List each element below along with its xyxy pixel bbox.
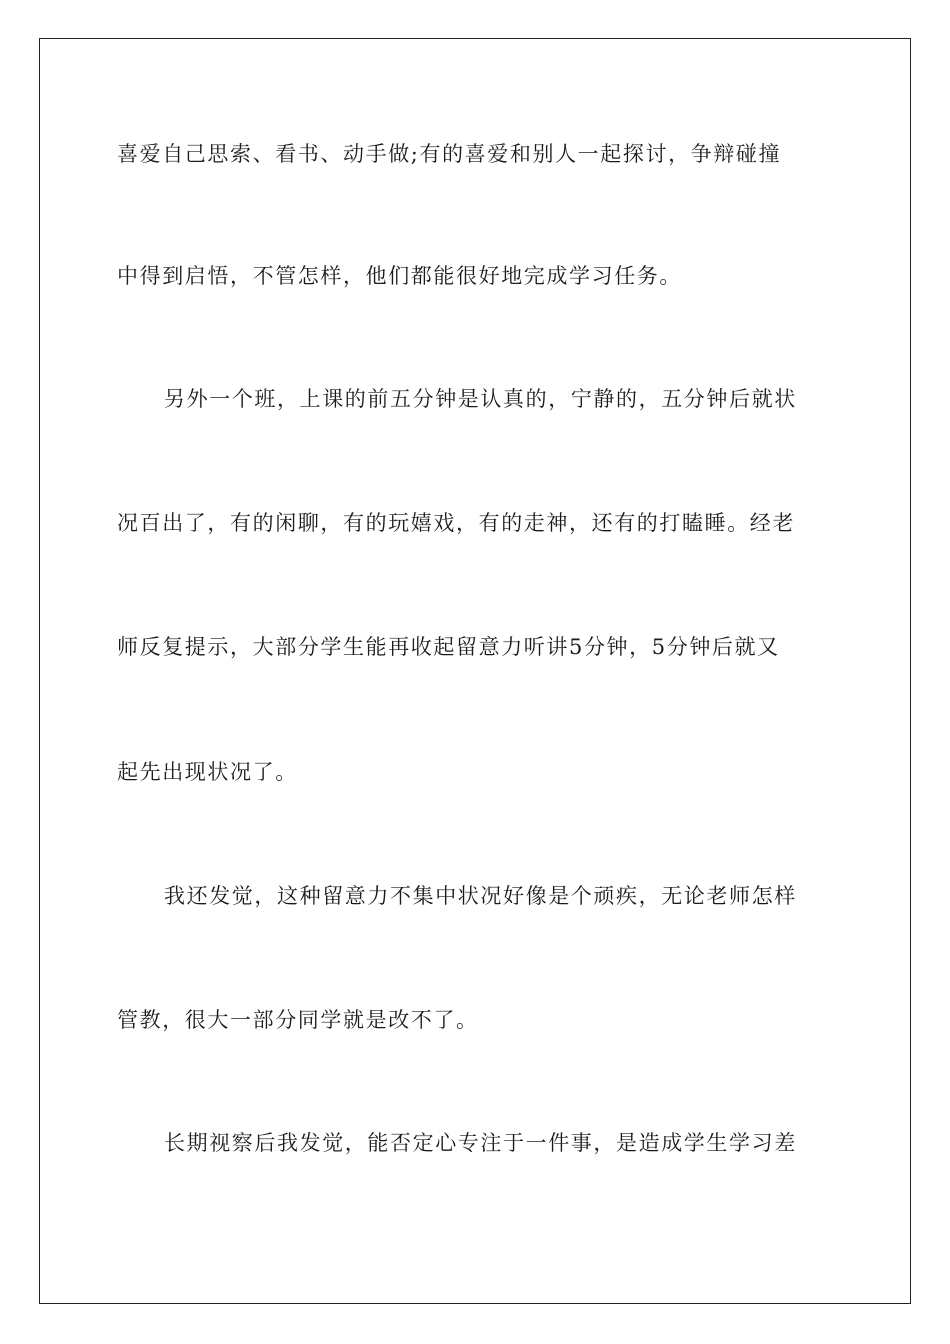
text-line: 长期视察后我发觉，能否定心专注于一件事，是造成学生学习差 [164, 1131, 797, 1155]
text-line: 师反复提示，大部分学生能再收起留意力听讲5分钟，5分钟后就又 [117, 635, 780, 659]
text-line: 我还发觉，这种留意力不集中状况好像是个顽疾，无论老师怎样 [164, 884, 797, 908]
text-line: 管教，很大一部分同学就是改不了。 [117, 1008, 479, 1032]
text-line: 起先出现状况了。 [117, 760, 298, 784]
text-line: 中得到启悟，不管怎样，他们都能很好地完成学习任务。 [117, 264, 682, 288]
text-line: 另外一个班，上课的前五分钟是认真的，宁静的，五分钟后就状 [164, 387, 797, 411]
text-line: 况百出了，有的闲聊，有的玩嬉戏，有的走神，还有的打瞌睡。经老 [117, 511, 795, 535]
page-border [39, 38, 911, 1304]
text-line: 喜爱自己思索、看书、动手做;有的喜爱和别人一起探讨，争辩碰撞 [117, 142, 782, 166]
